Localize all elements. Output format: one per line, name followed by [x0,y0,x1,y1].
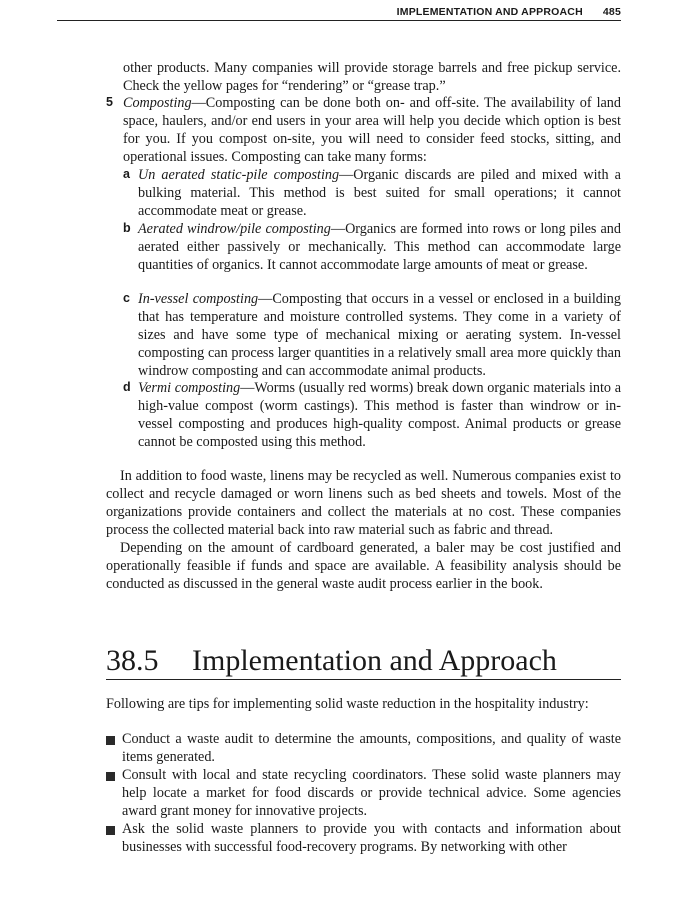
item-5-term: Composting [123,95,192,111]
bullet-waste-audit: Conduct a waste audit to determine the amounts, compositions, and quality of waste items generated. [122,731,621,765]
section-heading [106,644,621,680]
page-number: 485 [602,6,621,18]
bullet-recycling-coordinators: Consult with local and state recycling coordinators. These solid waste planners may help locate a market for food discards or provide technical advice. Some agencies award grant money for innovative projects. [122,767,621,819]
subitem-d-text: —Worms (usually red worms) break down organic materials into a high-value compost (worm castings). This method is faster than windrow or in-vessel composting and produces high-quality compost. Animal products or grease cannot be composted using this method. [138,380,622,450]
subitem-b-marker: b [123,221,131,235]
subitem-c [138,290,621,380]
bullet-marker-3 [106,826,115,835]
subitem-b-term: Aerated windrow/pile composting [138,221,331,237]
subitem-a-marker: a [123,167,130,181]
item-5-text: —Composting can be done both on- and off-site. The availability of land space, haulers, and/or end users in your area will help you decide which option is best for you. If you compost on-site, you will need to consider feed stocks, sitting, and operational issues. Composting can take many forms: [123,95,621,165]
subitem-c-text: —Composting that occurs in a vessel or enclosed in a building that has temperature and moisture controlled systems. They come in a variety of sizes and have some type of mechanical mixing or aerating system. In-vessel composting can process larger quantities in a relatively small area more quickly than windrow composting and can accommodate animal products. [138,291,621,379]
item-5-composting [123,94,621,166]
continuation-text: other products. Many companies will provide storage barrels and free pickup service. Check the yellow pages for “rendering” or “grease trap.” [123,60,621,94]
subitem-d-marker: d [123,380,131,394]
bullet-solid-waste-planners: Ask the solid waste planners to provide you with contacts and information about businesses with successful food-recovery programs. By networking with other [122,821,621,855]
subitem-d [138,379,621,451]
section-number: 38.5 [106,644,159,677]
subitem-c-marker: c [123,291,130,305]
subitem-a [138,166,621,220]
section-title: Implementation and Approach [192,644,557,677]
subitem-c-term: In-vessel composting [138,291,259,307]
item-5-marker: 5 [106,95,113,109]
subitem-b [138,220,621,274]
running-head-title: IMPLEMENTATION AND APPROACH [396,6,583,18]
bullet-marker-2 [106,772,115,781]
body-paragraphs [106,467,621,593]
subitem-a-term: Un aerated static-pile composting [138,167,340,183]
paragraph-cardboard: Depending on the amount of cardboard generated, a baler may be cost justified and operationally feasible if funds and space are available. A feasibility analysis should be conducted as discussed in the general waste audit process earlier in the book. [106,540,621,592]
subitem-a-text: —Organic discards are piled and mixed with a bulking material. This method is best suited for small operations; it cannot accommodate meat or grease. [138,167,621,219]
paragraph-linens: In addition to food waste, linens may be recycled as well. Numerous companies exist to collect and recycle damaged or worn linens such as bed sheets and towels. Most of the organizations provide containers and collect the materials at no cost. These companies process the collected material back into raw material such as fabric and thread. [106,468,621,538]
subitem-b-text: —Organics are formed into rows or long piles and aerated either passively or mechanically. This method can accommodate large quantities of organics. It cannot accommodate large amounts of meat or grease. [138,221,621,273]
section-intro: Following are tips for implementing solid waste reduction in the hospitality industry: [106,696,589,712]
running-head [57,6,621,21]
bullet-marker-1 [106,736,115,745]
subitem-d-term: Vermi composting [138,380,241,396]
